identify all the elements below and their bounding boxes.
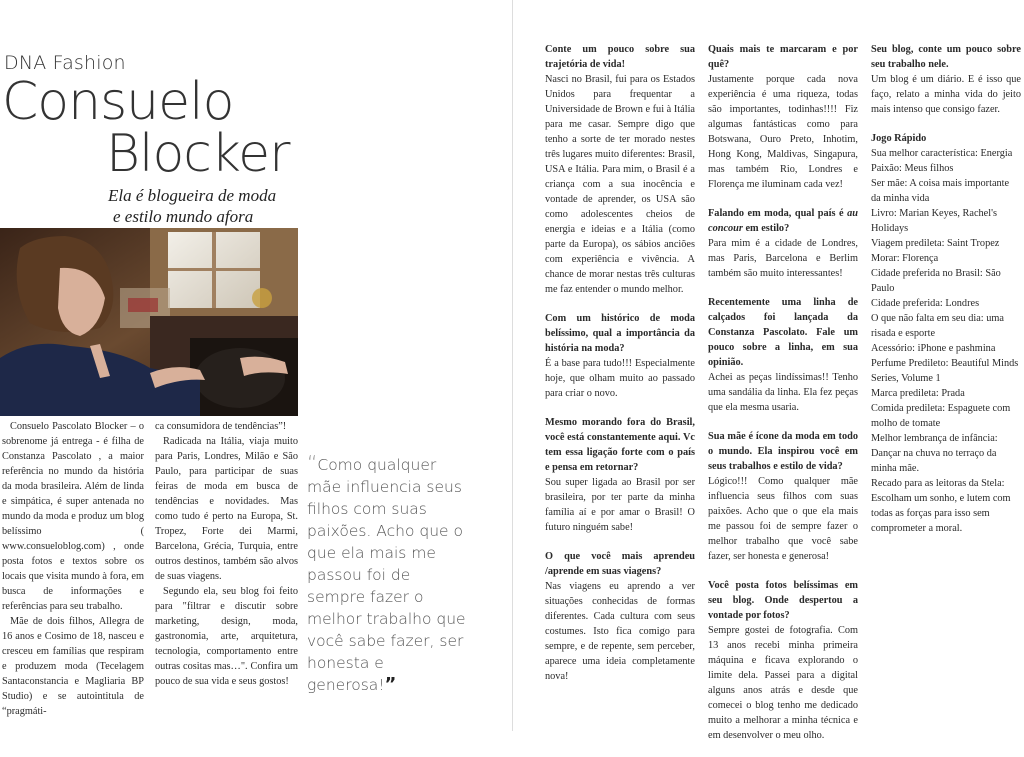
quick-fire-item: Sua melhor característica: Energia (871, 148, 1013, 159)
interview-question: Recentemente uma linha de calçados foi lançada da Constanza Pascolato. Fale um pouco sobre a linha, em sua opinião. (708, 297, 858, 368)
title-first-name: Consuelo (2, 72, 234, 132)
portrait-illustration (0, 228, 298, 416)
interview-question: O que você mais aprendeu /aprende em suas viagens? (545, 551, 695, 577)
qa-block (871, 42, 1021, 117)
interview-answer: Um blog é um diário. E é isso que faço, relato a minha vida do jeito mais intenso que consigo fazer. (871, 74, 1021, 115)
interview-question: Mesmo morando fora do Brasil, você está constantemente aqui. Vc tem essa ligação forte com o país e pensa em retornar? (545, 417, 695, 473)
pull-quote-text: Como qualquer mãe influencia seus filhos com suas paixões. Acho que o que ela mais me passou foi de sempre fazer o melhor trabalho que você sabe fazer, ser honesta e generosa! (307, 456, 466, 694)
interview-answer: Para mim é a cidade de Londres, mas Paris, Barcelona e Berlim também são muito interessantes! (708, 238, 858, 279)
quick-fire-title: Jogo Rápido (871, 133, 927, 144)
interview-answer: Justamente porque cada nova experiência é uma riqueza, todas são importantes, todinhas!!!! Fiz algumas fantásticas como para Botswana, Ouro Preto, Inhotim, Hong Kong, Maldivas, Singapura, mas também Rio, Londres e Florença me iluminam cada vez! (708, 74, 858, 190)
quick-fire-item: Paixão: Meus filhos (871, 163, 954, 174)
interview-column-2 (708, 42, 858, 757)
interview-answer: Lógico!!! Como qualquer mãe influencia seus filhos com suas paixões. Acho que o que ela mais me passou foi de sempre fazer o melhor trabalho que você sabe fazer, ser honesta e generosa! (708, 476, 858, 562)
quick-fire-item: Marca predileta: Prada (871, 388, 965, 399)
page-gutter (512, 0, 513, 731)
title-last-name: Blocker (106, 124, 290, 184)
article-paragraph: Radicada na Itália, viaja muito para Paris, Londres, Milão e São Paulo, para participar de suas feiras de moda em busca de tendências e novidades. Mas como tudo é perto na Europa, St. Tropez, Forte dei Marmi, Barcelona, Grécia, Turquia, entre outros destinos, também são alvos de suas viagens. (155, 436, 298, 582)
quick-fire-item: Cidade preferida no Brasil: São Paulo (871, 268, 1001, 294)
pull-quote (307, 452, 472, 696)
question-text: Falando em moda, qual país é (708, 208, 848, 219)
interview-answer: Sempre gostei de fotografia. Com 13 anos recebi minha primeira máquina e ficava explorando o limite dela. Passei para a digital alguns anos atrás e desde que comecei o blog tenho me dedicado muito a melhorar a minha técnica e em desenvolver o meu olho. (708, 625, 858, 741)
section-label: DNA Fashion (4, 52, 126, 74)
interview-answer: É a base para tudo!!! Especialmente hoje, que olham muito ao passado para criar o novo. (545, 358, 695, 399)
article-paragraph: ca consumidora de tendências”! (155, 421, 287, 432)
question-text: em estilo? (742, 223, 790, 234)
article-column-1 (2, 419, 144, 719)
article-paragraph: Consuelo Pascolato Blocker – o sobrenome já entrega - é filha de Constanza Pascolato , a maior referência no mundo da história da moda brasileira. Além de linda e simpática, é super antenada no mundo da moda e produz um blog belíssimo ( www.consueloblog.com) , onde posta fotos e textos sobre os locais que visita mundo à fora, em busca de informações e referências para seu trabalho. (2, 421, 144, 612)
article-paragraph: Segundo ela, seu blog foi feito para "filtrar e discutir sobre marketing, design, moda, gastronomia, arte, arquitetura, tecnologia, comportamento entre outras cositas mas…". Confira um pouco de sua vida e seus gostos! (155, 586, 298, 687)
quick-fire-item: Viagem predileta: Saint Tropez (871, 238, 1000, 249)
subtitle-line1: Ela é blogueira de moda (108, 186, 277, 205)
quick-fire-item: Comida predileta: Espaguete com molho de tomate (871, 403, 1011, 429)
interview-question: Você posta fotos belíssimas em seu blog. Onde despertou a vontade por fotos? (708, 580, 858, 621)
quick-fire-item: Morar: Florença (871, 253, 939, 264)
qa-block (708, 42, 858, 192)
subtitle-line2: e estilo mundo afora (113, 207, 254, 226)
quick-fire-section (871, 131, 1021, 536)
qa-block (545, 311, 695, 401)
portrait-photo (0, 228, 298, 416)
quick-fire-item: Perfume Predileto: Beautiful Minds Series, Volume 1 (871, 358, 1019, 384)
question-emphasis: au concour (708, 208, 858, 234)
close-quote-mark: ” (384, 674, 397, 695)
quick-fire-item: Ser mãe: A coisa mais importante da minha vida (871, 178, 1010, 204)
interview-answer: Nas viagens eu aprendo a ver situações conhecidas de formas diferentes. Cada cultura com seus costumes. Isto fica comigo para sempre, e de repente, sem perceber, aparece uma ideia completamente nova! (545, 581, 695, 682)
open-quote-mark: “ (307, 451, 318, 475)
article-column-2 (155, 419, 298, 689)
quick-fire-item: Melhor lembrança de infância: Dançar na chuva no terraço da minha mãe. (871, 433, 998, 474)
quick-fire-item: Cidade preferida: Londres (871, 298, 980, 309)
interview-question (708, 206, 858, 236)
quick-fire-item: Recado para as leitoras da Stela: Escolham um sonho, e lutem com todas as forças para isso sem comprometer a moral. (871, 478, 1011, 534)
interview-answer: Sou super ligada ao Brasil por ser brasileira, por ter parte da minha família aí e por amar o Brasil! O futuro ninguém sabe! (545, 477, 695, 533)
qa-block (708, 429, 858, 564)
interview-question: Conte um pouco sobre sua trajetória de vida! (545, 44, 695, 70)
quick-fire-item: O que não falta em seu dia: uma risada e esporte (871, 313, 1004, 339)
interview-answer: Nasci no Brasil, fui para os Estados Unidos para frequentar a Universidade de Brown e fui à Itália para me casar. Sempre digo que tenho a sorte de ter morado nestes três lugares muito diferentes: Brasil, USA e Itália. Para mim, o Brasil é a criança com a sua inocência e vontade de aprender, os USA são como adolescentes cheios de energia e ideias e a Itália (como parte da Europa), os sábios anciões com experiência e vivência. A chance de morar nestas três culturas me faz entender o mundo melhor. (545, 74, 695, 295)
quick-fire-item: Livro: Marian Keyes, Rachel's Holidays (871, 208, 997, 234)
qa-block (708, 295, 858, 415)
article-paragraph: Mãe de dois filhos, Allegra de 16 anos e Cosimo de 18, nasceu e cresceu em famílias que respiram e produzem moda (Tecelagem Santaconstancia e Magliaria BP Studio) e se autointitula de “pragmáti- (2, 616, 144, 717)
interview-question: Sua mãe é ícone da moda em todo o mundo. Ela inspirou você em seus trabalhos e estilo de vida? (708, 431, 858, 472)
qa-block (708, 578, 858, 743)
qa-block (545, 415, 695, 535)
qa-block (545, 549, 695, 684)
interview-question: Quais mais te marcaram e por quê? (708, 44, 858, 70)
interview-column-1 (545, 42, 695, 698)
interview-answer: Achei as peças lindíssimas!! Tenho uma sandália da linha. Ela fez peças que ela mesma usaria. (708, 372, 858, 413)
qa-block (708, 206, 858, 281)
qa-block (545, 42, 695, 297)
interview-question: Com um histórico de moda belíssimo, qual a importância da história na moda? (545, 313, 695, 354)
subtitle (108, 185, 276, 227)
interview-column-3 (871, 42, 1021, 536)
quick-fire-item: Acessório: iPhone e pashmina (871, 343, 996, 354)
interview-question: Seu blog, conte um pouco sobre seu trabalho nele. (871, 44, 1021, 70)
